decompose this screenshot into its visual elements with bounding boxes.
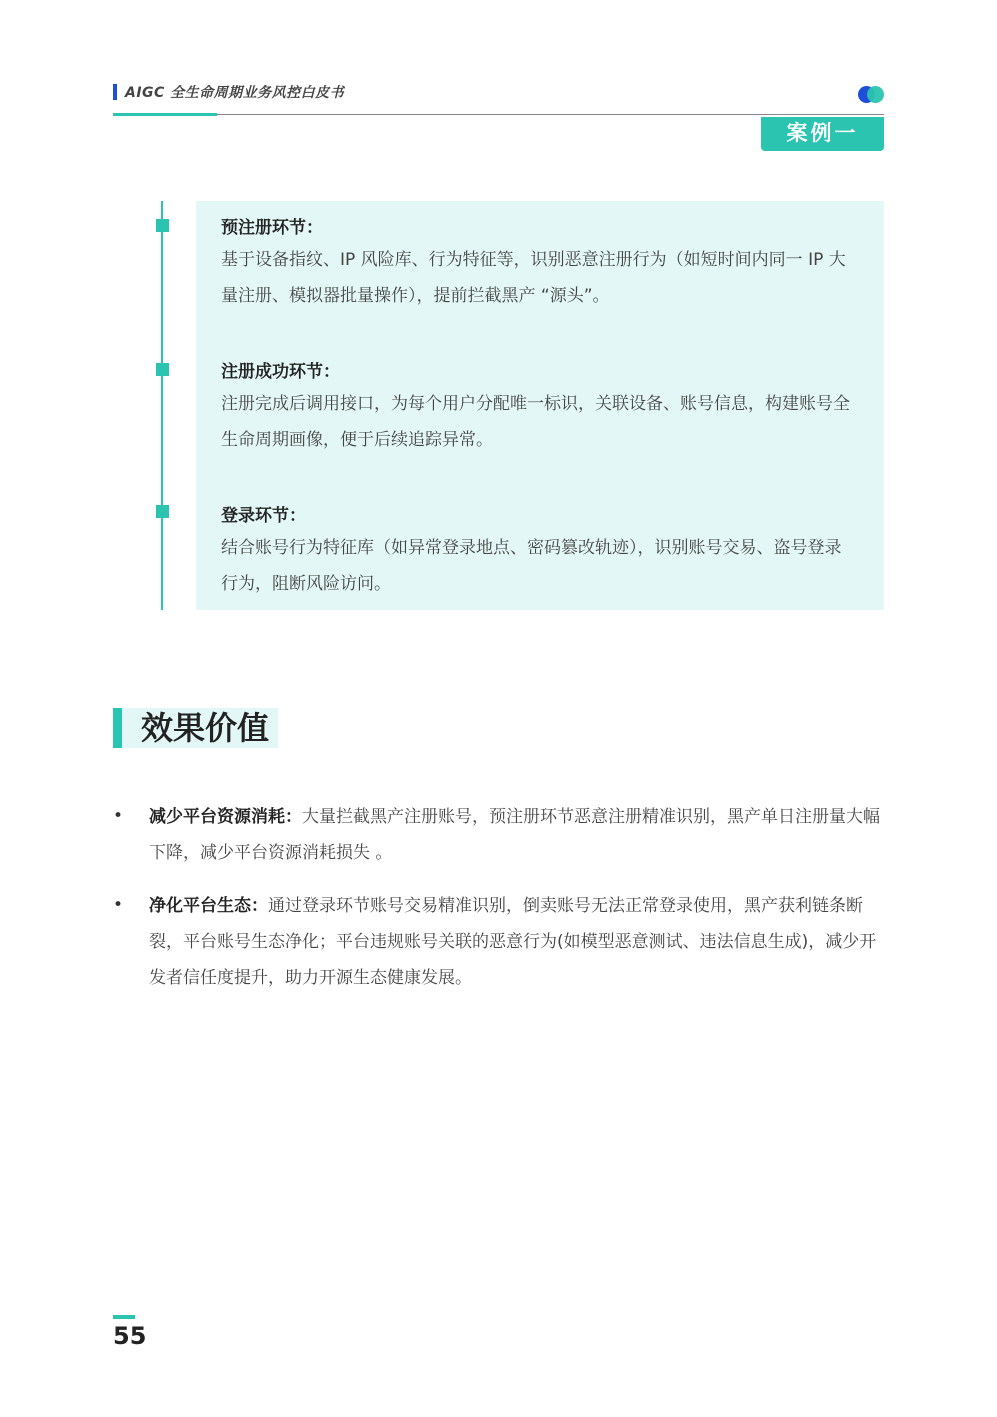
header-divider-accent bbox=[113, 113, 217, 116]
timeline-marker bbox=[156, 363, 169, 376]
step-body: 基于设备指纹、IP 风险库、行为特征等，识别恶意注册行为（如短时间内同一 IP 大量注册、模拟器批量操作），提前拦截黑产 “源头”。 bbox=[221, 250, 846, 306]
page-number-accent bbox=[113, 1315, 135, 1319]
step-title: 预注册环节： bbox=[221, 218, 323, 238]
document-title: AIGC 全生命周期业务风控白皮书 bbox=[125, 85, 345, 101]
bullet-label: 减少平台资源消耗： bbox=[149, 807, 302, 827]
brand-logo-icon bbox=[858, 86, 886, 104]
timeline-marker bbox=[156, 219, 169, 232]
section-title: 效果价值 bbox=[141, 709, 270, 747]
bullet-text: 通过登录环节账号交易精准识别，倒卖账号无法正常登录使用，黑产获利链条断裂，平台账号生态净化；平台违规账号关联的恶意行为(如模型恶意测试、违法信息生成)，减少开发者信任度提升，助力开源生态健康发展。 bbox=[149, 896, 877, 988]
bullet-item bbox=[149, 799, 885, 871]
step-body: 结合账号行为特征库（如异常登录地点、密码篡改轨迹），识别账号交易、盗号登录行为，阻断风险访问。 bbox=[221, 538, 842, 594]
case-tag: 案例一 bbox=[761, 117, 884, 151]
step-title: 登录环节： bbox=[221, 506, 306, 526]
bullet-label: 净化平台生态： bbox=[149, 896, 268, 916]
bullet-item bbox=[149, 888, 885, 996]
timeline-marker bbox=[156, 505, 169, 518]
step-title: 注册成功环节： bbox=[221, 362, 340, 382]
header-divider bbox=[113, 114, 884, 115]
page-number: 55 bbox=[113, 1322, 147, 1350]
bullet-marker: • bbox=[113, 806, 124, 826]
section-accent-bar bbox=[113, 708, 122, 748]
step-body: 注册完成后调用接口，为每个用户分配唯一标识，关联设备、账号信息，构建账号全生命周期画像，便于后续追踪异常。 bbox=[221, 394, 850, 450]
header-accent-bar bbox=[113, 84, 117, 100]
bullet-text: 大量拦截黑产注册账号，预注册环节恶意注册精准识别，黑产单日注册量大幅下降，减少平台资源消耗损失 。 bbox=[149, 807, 880, 863]
bullet-marker: • bbox=[113, 895, 124, 915]
timeline-line bbox=[161, 201, 163, 610]
